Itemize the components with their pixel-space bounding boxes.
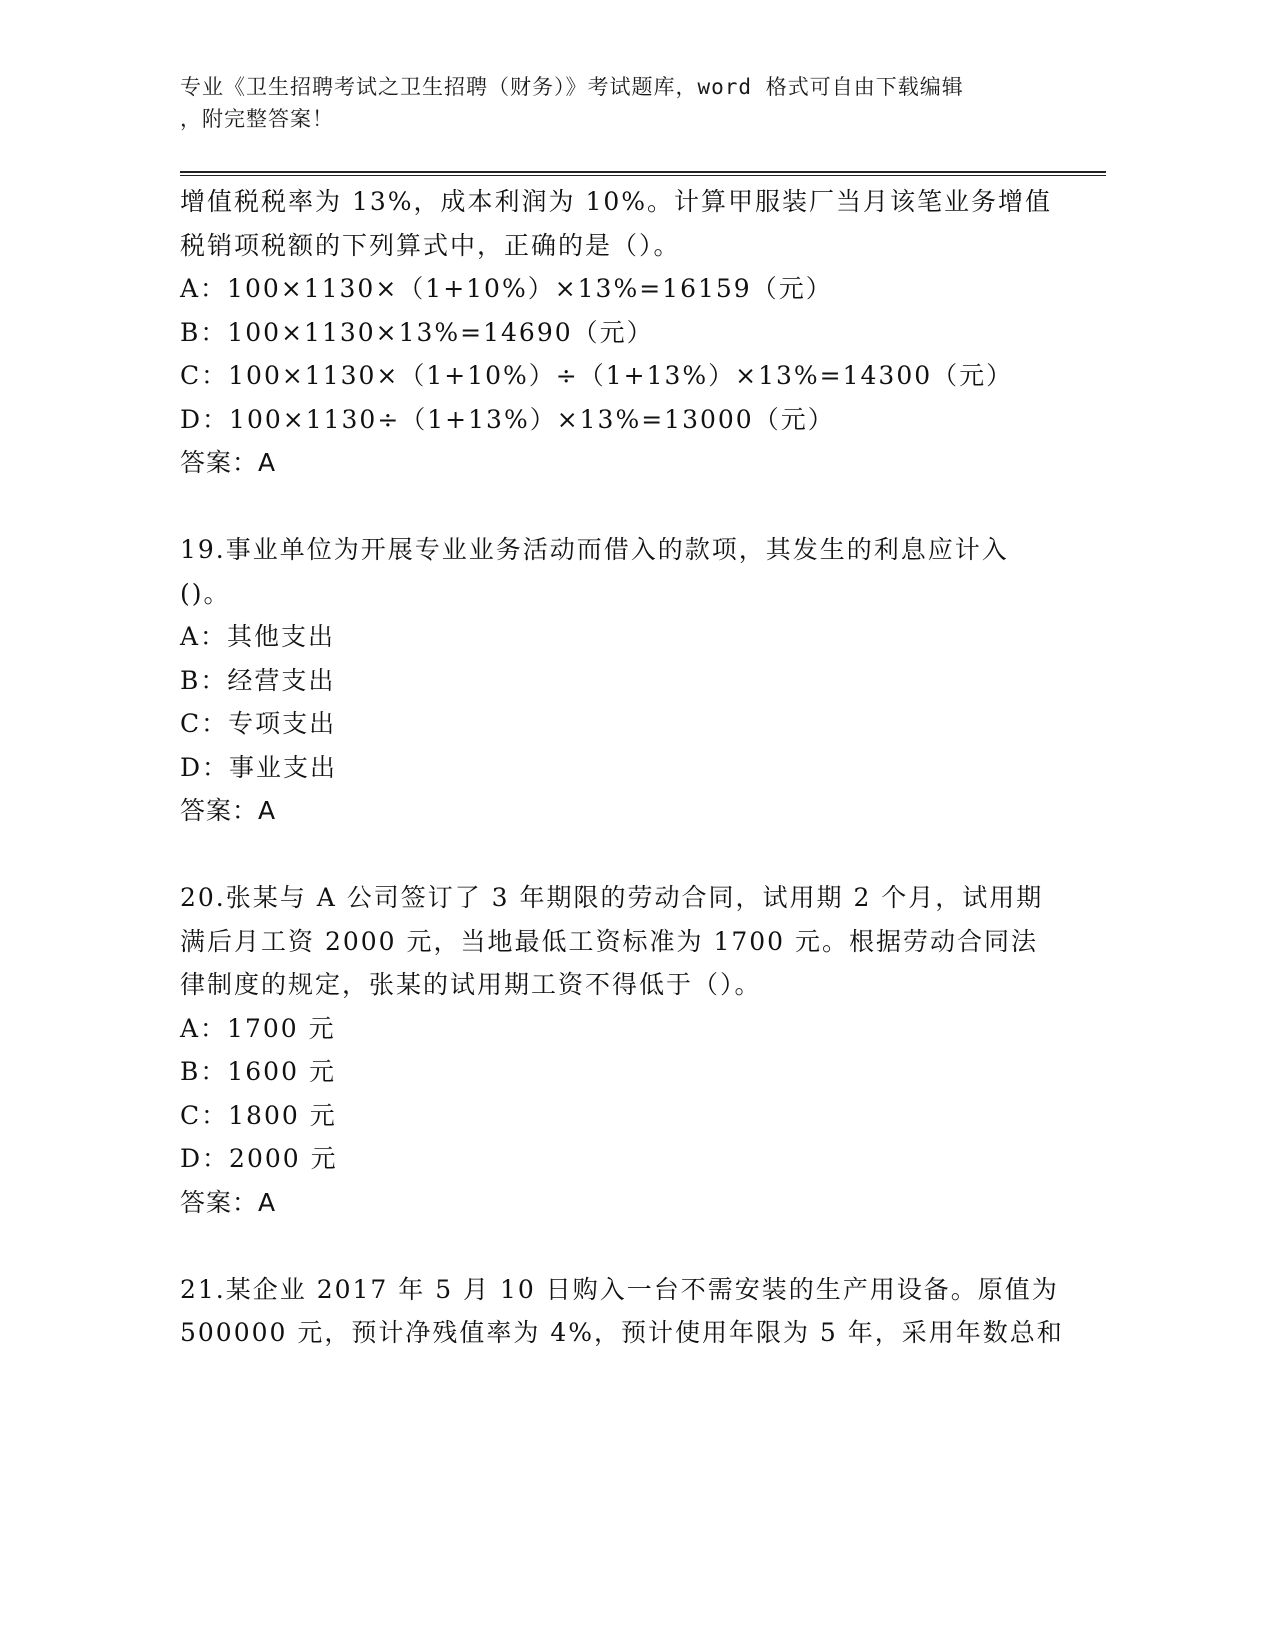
spacer	[180, 1224, 1040, 1268]
question-text-line: 税销项税额的下列算式中，正确的是（）。	[180, 230, 681, 260]
option-d: D：事业支出	[180, 752, 338, 782]
option-b: B：100×1130×13%=14690（元）	[180, 317, 654, 347]
question-19	[180, 528, 1040, 833]
question-text-line: 20.张某与 A 公司签订了 3 年期限的劳动合同，试用期 2 个月，试用期	[180, 883, 1044, 912]
header-divider	[180, 171, 1106, 176]
question-text-line: 增值税税率为 13%，成本利润为 10%。计算甲服装厂当月该笔业务增值	[180, 187, 1053, 216]
question-18	[180, 180, 1053, 485]
spacer	[180, 833, 1040, 877]
document-header	[180, 71, 1060, 135]
question-20	[180, 876, 1044, 1224]
option-d: D：100×1130÷（1+13%）×13%=13000（元）	[180, 404, 835, 434]
option-a: A：100×1130×（1+10%）×13%=16159（元）	[180, 274, 833, 303]
option-a: A：1700 元	[180, 1013, 336, 1043]
option-a: A：其他支出	[180, 622, 336, 651]
answer: 答案：A	[180, 448, 277, 477]
option-b: B：经营支出	[180, 665, 336, 695]
answer: 答案：A	[180, 796, 277, 825]
question-21	[180, 1268, 1064, 1355]
option-b: B：1600 元	[180, 1057, 336, 1086]
option-c: C：专项支出	[180, 709, 337, 738]
question-text-line: ()。	[180, 578, 231, 608]
option-d: D：2000 元	[180, 1144, 338, 1173]
header-line-1: 专业《卫生招聘考试之卫生招聘（财务）》考试题库，word 格式可自由下载编辑	[180, 75, 964, 99]
question-text-line: 21.某企业 2017 年 5 月 10 日购入一台不需安装的生产用设备。原值为	[180, 1274, 1059, 1304]
spacer	[180, 485, 1040, 529]
question-text-line: 律制度的规定，张某的试用期工资不得低于（）。	[180, 970, 762, 999]
question-text-line: 19.事业单位为开展专业业务活动而借入的款项，其发生的利息应计入	[180, 535, 1009, 564]
question-text-line: 满后月工资 2000 元，当地最低工资标准为 1700 元。根据劳动合同法	[180, 926, 1039, 956]
header-line-2: ，附完整答案！	[180, 107, 334, 131]
option-c: C：1800 元	[180, 1100, 337, 1130]
answer: 答案：A	[180, 1187, 277, 1217]
question-text-line: 500000 元，预计净残值率为 4%，预计使用年限为 5 年，采用年数总和	[180, 1318, 1064, 1347]
option-c: C：100×1130×（1+10%）÷（1+13%）×13%=14300（元）	[180, 361, 1014, 390]
question-list	[180, 180, 1064, 1355]
